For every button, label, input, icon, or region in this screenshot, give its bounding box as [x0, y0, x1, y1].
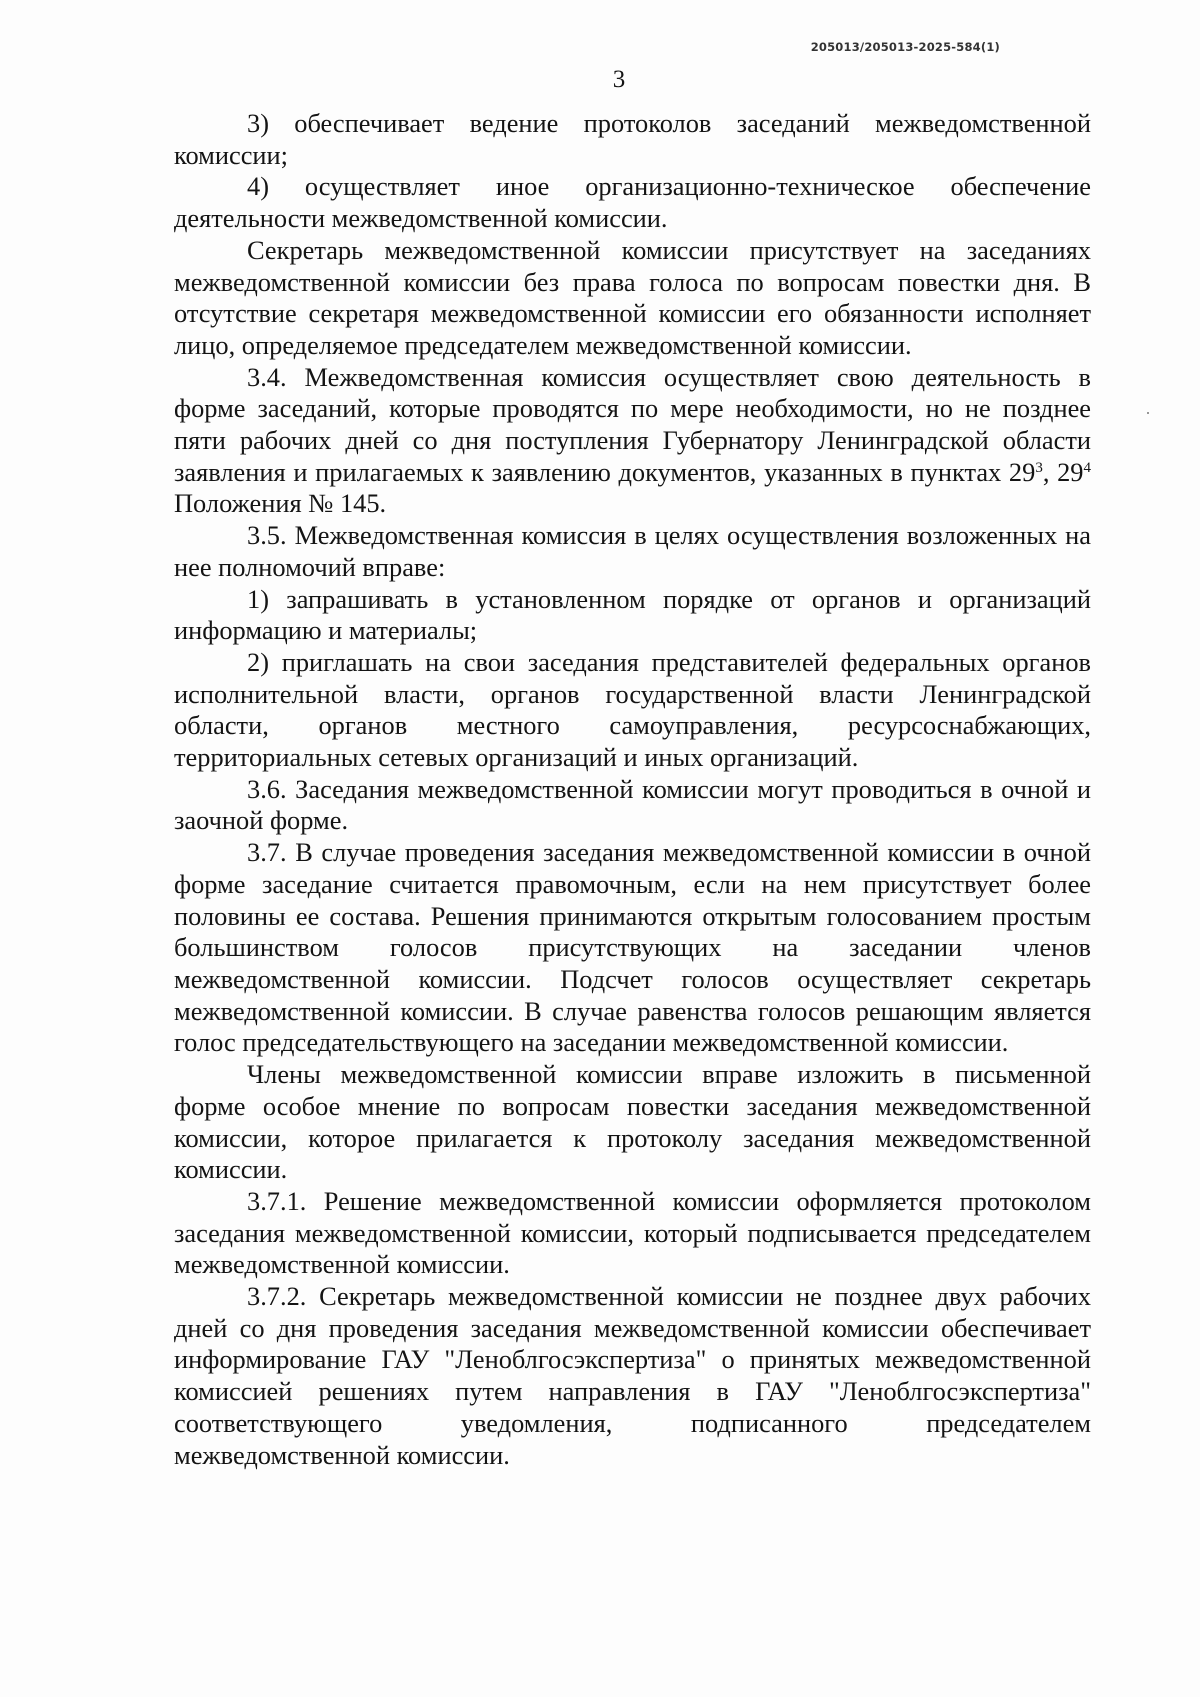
paragraph-item-3: 3) обеспечивает ведение протоколов заседаний межведомственной комиссии; — [174, 108, 1091, 170]
paragraph-3-5-item-2: 2) приглашать на свои заседания представителей федеральных органов исполнительной власти, органов государственной власти Ленинградской области, органов местного самоуправления, ресурсоснабжающих, территориальных сетевых организаций и иных организаций. — [174, 646, 1091, 773]
page-number: 3 — [612, 66, 626, 93]
paragraph-item-4: 4) осуществляет иное организационно-техническое обеспечение деятельности межведомственной комиссии. — [174, 171, 1091, 234]
paragraph-secretary-absence: Секретарь межведомственной комиссии присутствует на заседаниях межведомственной комиссии без права голоса по вопросам повестки дня. В отсутствие секретаря межведомственной комиссии его обязанности исполняет лицо, определяемое председателем межведомственной комиссии. — [174, 234, 1091, 360]
paragraph-members-opinion: Члены межведомственной комиссии вправе изложить в письменной форме особое мнение по вопросам повестки заседания межведомственной комиссии, которое прилагается к протоколу заседания межведомственной комиссии. — [174, 1059, 1091, 1185]
paragraph-3-4 — [174, 362, 1091, 521]
superscript-3: 3 — [1035, 459, 1043, 476]
paragraph-3-6: 3.6. Заседания межведомственной комиссии могут проводиться в очной и заочной форме. — [174, 773, 1091, 836]
paragraph-3-4-text-c: Положения № 145. — [174, 488, 387, 519]
paragraph-3-4-text-a: 3.4. Межведомственная комиссия осуществляет свою деятельность в форме заседаний, которые проводятся по мере необходимости, но не позднее пяти рабочих дней со дня поступления Губернатору Ленинградской области заявления и прилагаемых к заявлению документов, указанных в пунктах 29 — [174, 361, 1091, 487]
document-id: 205013/205013-2025-584(1) — [810, 40, 1000, 54]
paragraph-3-5: 3.5. Межведомственная комиссия в целях осуществления возложенных на нее полномочий вправе: — [174, 520, 1091, 582]
document-body — [174, 108, 1091, 1471]
paragraph-3-5-item-1: 1) запрашивать в установленном порядке от органов и организаций информацию и материалы; — [174, 583, 1091, 646]
paragraph-3-4-text-b: , 29 — [1042, 456, 1084, 487]
paragraph-3-7-2: 3.7.2. Секретарь межведомственной комиссии не позднее двух рабочих дней со дня проведения заседания межведомственной комиссии обеспечивает информирование ГАУ "Леноблгосэкспертиза" о принятых межведомственной комиссией решениях путем направления в ГАУ "Леноблгосэкспертиза" соответствующего уведомления, подписанного председателем межведомственной комиссии. — [174, 1281, 1091, 1470]
superscript-4: 4 — [1083, 459, 1092, 476]
paragraph-3-7-1: 3.7.1. Решение межведомственной комиссии оформляется протоколом заседания межведомственной комиссии, который подписывается председателем межведомственной комиссии. — [174, 1185, 1091, 1280]
scan-speck — [1147, 412, 1149, 414]
paragraph-3-7: 3.7. В случае проведения заседания межведомственной комиссии в очной форме заседание считается правомочным, если на нем присутствует более половины ее состава. Решения принимаются открытым голосованием простым большинством голосов присутствующих на заседании членов межведомственной комиссии. Подсчет голосов осуществляет секретарь межведомственной комиссии. В случае равенства голосов решающим является голос председательствующего на заседании межведомственной комиссии. — [174, 837, 1091, 1058]
